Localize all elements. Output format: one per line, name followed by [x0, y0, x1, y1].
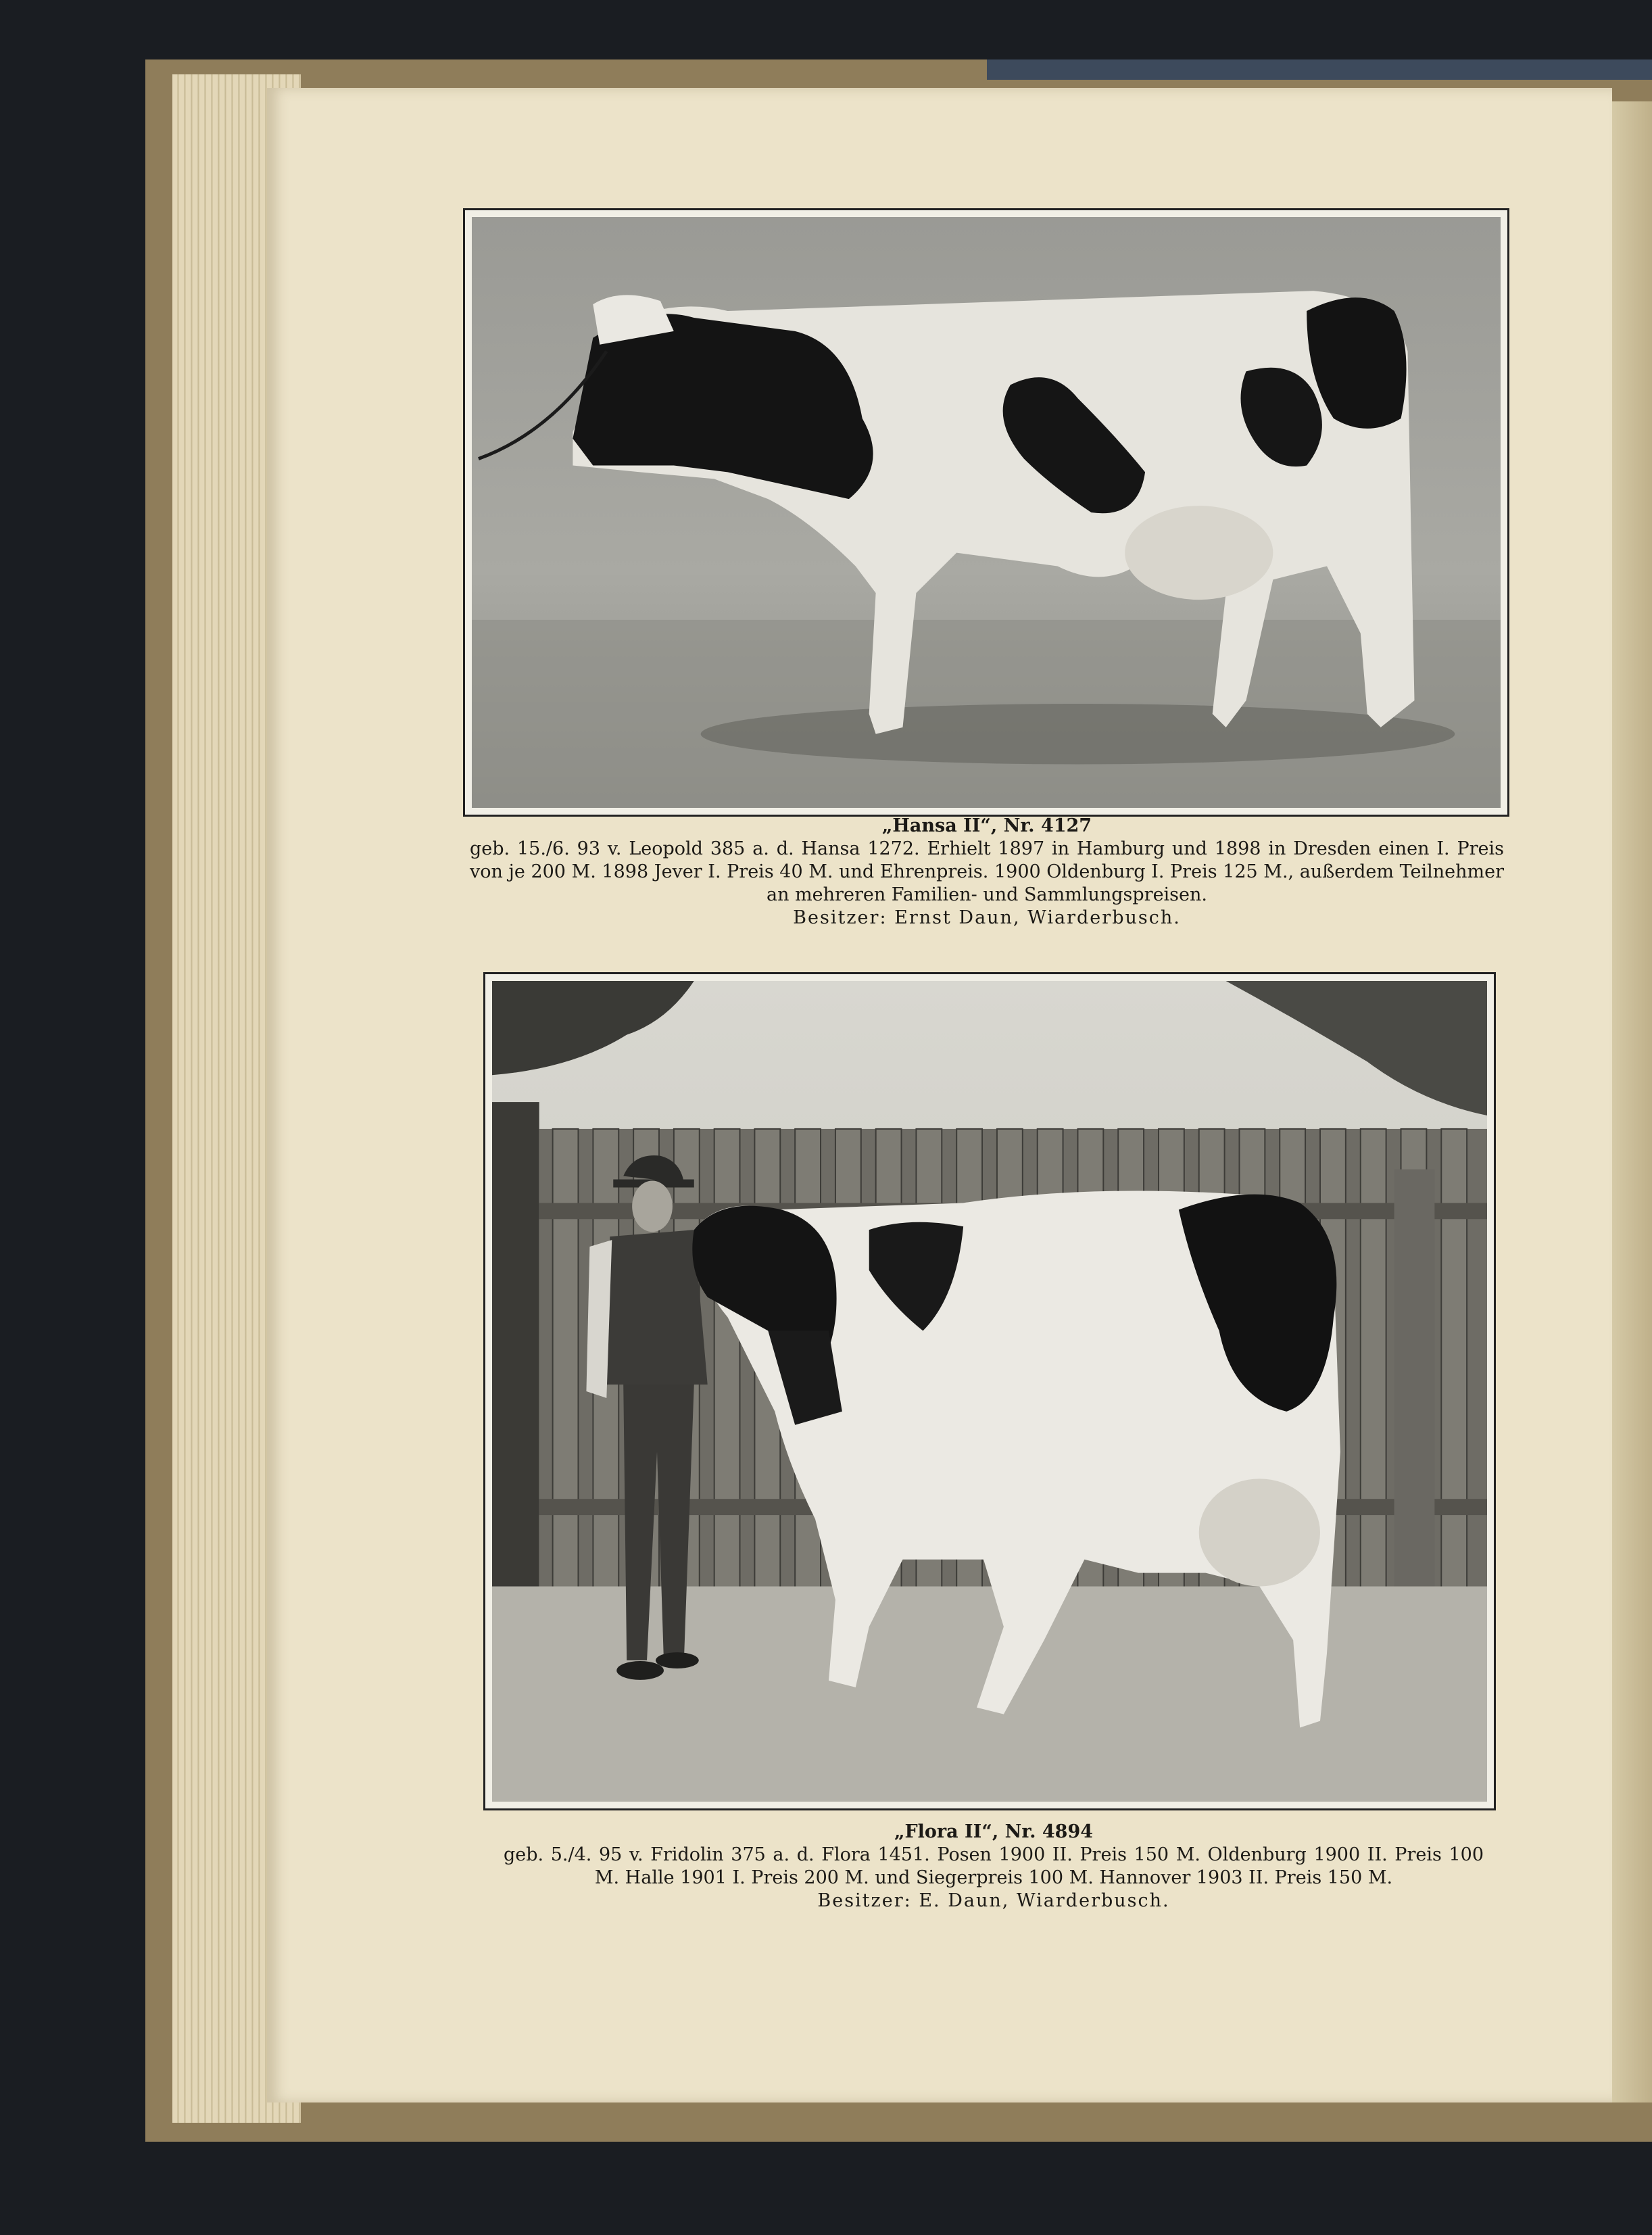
caption-description: geb. 15./6. 93 v. Leopold 385 a. d. Hansa 1272. Erhielt 1897 in Hamburg und 1898 in Dresden einen I. Preis von je 200 M. 1898 Jever I. Preis 40 M. und Ehrenpreis. 1900 Oldenburg I. Preis 125 M., außerdem Teilnehmer an mehreren Familien- und Sammlungspreisen. [470, 838, 1504, 905]
caption-description: geb. 5./4. 95 v. Fridolin 375 a. d. Flora 1451. Posen 1900 II. Preis 150 M. Oldenburg 1900 II. Preis 100 M. Halle 1901 I. Preis 200 M. und Siegerpreis 100 M. Hannover 1903 II. Preis 150 M. [504, 1844, 1484, 1888]
photo-flora-ii [483, 972, 1496, 1810]
caption-owner: Besitzer: E. Daun, Wiarderbusch. [817, 1890, 1170, 1911]
book-page [267, 88, 1612, 2102]
facing-page-edge [1609, 101, 1652, 2102]
cover-cloth [987, 59, 1652, 80]
cow-photo-2 [492, 981, 1487, 1802]
caption-title: „Hansa II“, Nr. 4127 [881, 815, 1092, 836]
caption-title: „Flora II“, Nr. 4894 [894, 1821, 1094, 1842]
caption-hansa-ii [470, 815, 1504, 930]
caption-owner: Besitzer: Ernst Daun, Wiarderbusch. [793, 907, 1181, 928]
cow-photo-1 [472, 217, 1501, 808]
caption-flora-ii [504, 1821, 1484, 1913]
photo-hansa-ii [463, 208, 1509, 817]
